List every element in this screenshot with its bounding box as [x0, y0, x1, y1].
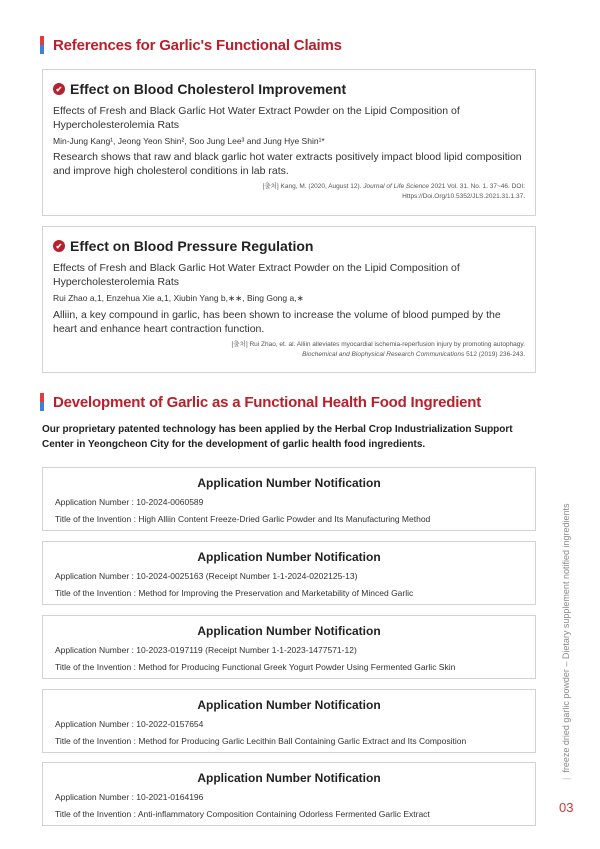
citation — [53, 182, 525, 202]
invention-title: Title of the Invention : Method for Producing Garlic Lecithin Ball Containing Garlic Extract and Its Composition — [55, 736, 467, 746]
section2-heading — [40, 393, 481, 411]
citation-rest: 512 (2019) 236-243. — [466, 351, 525, 358]
notification-title: Application Number Notification — [197, 698, 381, 712]
citation-prefix: [출처] Kang, M. (2020, August 12). — [262, 183, 362, 190]
notification-card — [42, 541, 536, 605]
section1-heading — [40, 36, 342, 54]
claim-summary: Research shows that raw and black garlic hot water extracts positively impact blood lipid composition and improve high cholesterol conditions in lab rats. — [53, 151, 522, 177]
notification-card — [42, 762, 536, 826]
section1-title: References for Garlic's Functional Claims — [53, 36, 342, 54]
section2-intro: Our proprietary patented technology has been applied by the Herbal Crop Industrialization Support Center in Yeongcheon City for the development of garlic health food ingredients. — [42, 424, 513, 450]
section2-title: Development of Garlic as a Functional Health Food Ingredient — [53, 393, 482, 411]
side-divider: | — [561, 772, 571, 780]
application-number: Application Number : 10-2021-0164196 — [55, 792, 204, 802]
paper-authors: Min-Jung Kang¹, Jeong Yeon Shin², Soo Jung Lee³ and Jung Hye Shin¹* — [53, 136, 325, 146]
citation — [53, 340, 525, 360]
check-circle-icon: ✔ — [53, 240, 65, 252]
claim-title: Effect on Blood Pressure Regulation — [70, 238, 314, 254]
notification-title: Application Number Notification — [197, 771, 381, 785]
citation-rest: 2021 Vol. 31. No. 1. 37~46. DOI: — [430, 183, 525, 190]
claim-summary: Alliin, a key compound in garlic, has been shown to increase the volume of blood pumped by the heart and enhance heart contraction function. — [53, 309, 501, 335]
notification-title: Application Number Notification — [197, 550, 381, 564]
side-label — [561, 504, 571, 781]
invention-title: Title of the Invention : Anti-inflammatory Composition Containing Odorless Fermented Garlic Extract — [55, 809, 430, 819]
paper-title: Effects of Fresh and Black Garlic Hot Water Extract Powder on the Lipid Composition of Hypercholesterolemia Rats — [53, 262, 460, 288]
check-circle-icon: ✔ — [53, 83, 65, 95]
notification-card — [42, 615, 536, 679]
paper-authors: Rui Zhao a,1, Enzehua Xie a,1, Xiubin Yang b,∗∗, Bing Gong a,∗ — [53, 293, 304, 303]
notification-title: Application Number Notification — [197, 476, 381, 490]
claim-card-blood-pressure — [42, 226, 536, 373]
claim-title: Effect on Blood Cholesterol Improvement — [70, 81, 347, 97]
page-number: 03 — [559, 800, 574, 815]
notification-card — [42, 467, 536, 531]
invention-title: Title of the Invention : Method for Producing Functional Greek Yogurt Powder Using Fermented Garlic Skin — [55, 662, 456, 672]
application-number: Application Number : 10-2024-0060589 — [55, 497, 204, 507]
application-number: Application Number : 10-2024-0025163 (Receipt Number 1-1-2024-0202125-13) — [55, 571, 358, 581]
invention-title: Title of the Invention : Method for Improving the Preservation and Marketability of Minced Garlic — [55, 588, 414, 598]
notification-title: Application Number Notification — [197, 624, 381, 638]
application-number: Application Number : 10-2023-0197119 (Receipt Number 1-1-2023-1477571-12) — [55, 645, 357, 655]
citation-journal: Biochemical and Biophysical Research Communications — [302, 351, 465, 358]
citation-journal: Journal of Life Science — [363, 183, 430, 190]
notification-card — [42, 689, 536, 753]
citation-line1: [출처] Rui Zhao, et. al. Alliin alleviates myocardial ischemia-reperfusion injury by promoting autophagy. — [231, 341, 525, 348]
section-marker — [40, 393, 44, 411]
application-number: Application Number : 10-2022-0157654 — [55, 719, 204, 729]
section-marker — [40, 36, 44, 54]
side-label-text: freeze dried garlic powder – Dietary supplement notified ingredients — [561, 503, 571, 773]
invention-title: Title of the Invention : High Alliin Content Freeze-Dried Garlic Powder and Its Manufacturing Method — [55, 514, 431, 524]
citation-doi: Https://Doi.Org/10.5352/JLS.2021.31.1.37. — [402, 193, 525, 200]
claim-card-cholesterol — [42, 69, 536, 216]
paper-title: Effects of Fresh and Black Garlic Hot Water Extract Powder on the Lipid Composition of Hypercholesterolemia Rats — [53, 105, 460, 131]
